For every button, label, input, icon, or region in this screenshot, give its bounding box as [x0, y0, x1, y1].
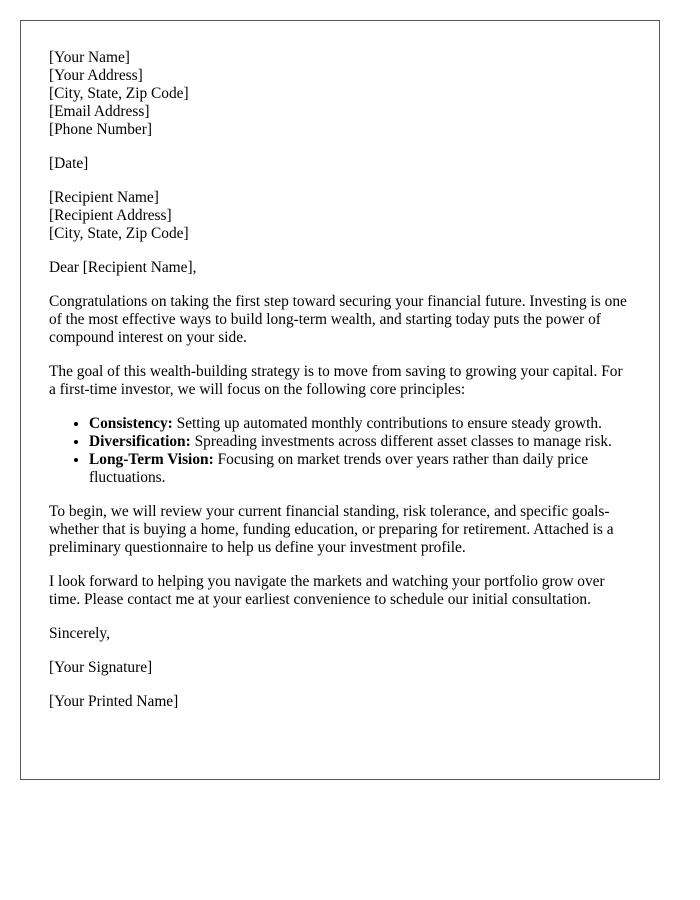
- principle-term: Long-Term Vision:: [89, 451, 214, 468]
- letter-page: [20, 20, 660, 780]
- signature: [Your Signature]: [49, 659, 153, 676]
- sender-address: [Your Address]: [49, 67, 143, 84]
- principle-term: Consistency:: [89, 415, 173, 432]
- principle-text: Focusing on market trends over years rather than daily price fluctuations.: [89, 451, 589, 486]
- sign-off: Sincerely,: [49, 625, 110, 642]
- recipient-address: [Recipient Address]: [49, 207, 172, 224]
- recipient-block: [49, 189, 631, 243]
- printed-name: [Your Printed Name]: [49, 693, 179, 710]
- sender-block: [49, 49, 631, 139]
- closing-paragraph: I look forward to helping you navigate the markets and watching your portfolio grow over time. Please contact me at your earliest convenience to schedule our initial consultation.: [49, 573, 605, 608]
- salutation: Dear [Recipient Name],: [49, 259, 197, 276]
- sender-phone: [Phone Number]: [49, 121, 153, 138]
- principle-term: Diversification:: [89, 433, 191, 450]
- sender-email: [Email Address]: [49, 103, 150, 120]
- intro-paragraph: Congratulations on taking the first step toward securing your financial future. Investing is one of the most effective ways to build long-term wealth, and starting today puts the power of compound interest on your side.: [49, 293, 627, 346]
- list-item: [89, 433, 631, 451]
- begin-paragraph: To begin, we will review your current financial standing, risk tolerance, and specific goals-whether that is buying a home, funding education, or preparing for retirement. Attached is a preliminary questionnaire to help us define your investment profile.: [49, 503, 614, 556]
- date-block: [49, 155, 631, 173]
- goal-paragraph: The goal of this wealth-building strategy is to move from saving to growing your capital. For a first-time investor, we will focus on the following core principles:: [49, 363, 623, 398]
- sender-name: [Your Name]: [49, 49, 130, 66]
- recipient-name: [Recipient Name]: [49, 189, 159, 206]
- principle-text: Spreading investments across different asset classes to manage risk.: [190, 433, 612, 450]
- sender-city-state-zip: [City, State, Zip Code]: [49, 85, 189, 102]
- principles-list: [49, 415, 631, 487]
- recipient-city-state-zip: [City, State, Zip Code]: [49, 225, 189, 242]
- list-item: [89, 451, 631, 487]
- principle-text: Setting up automated monthly contributions to ensure steady growth.: [172, 415, 602, 432]
- letter-date: [Date]: [49, 155, 89, 172]
- list-item: [89, 415, 631, 433]
